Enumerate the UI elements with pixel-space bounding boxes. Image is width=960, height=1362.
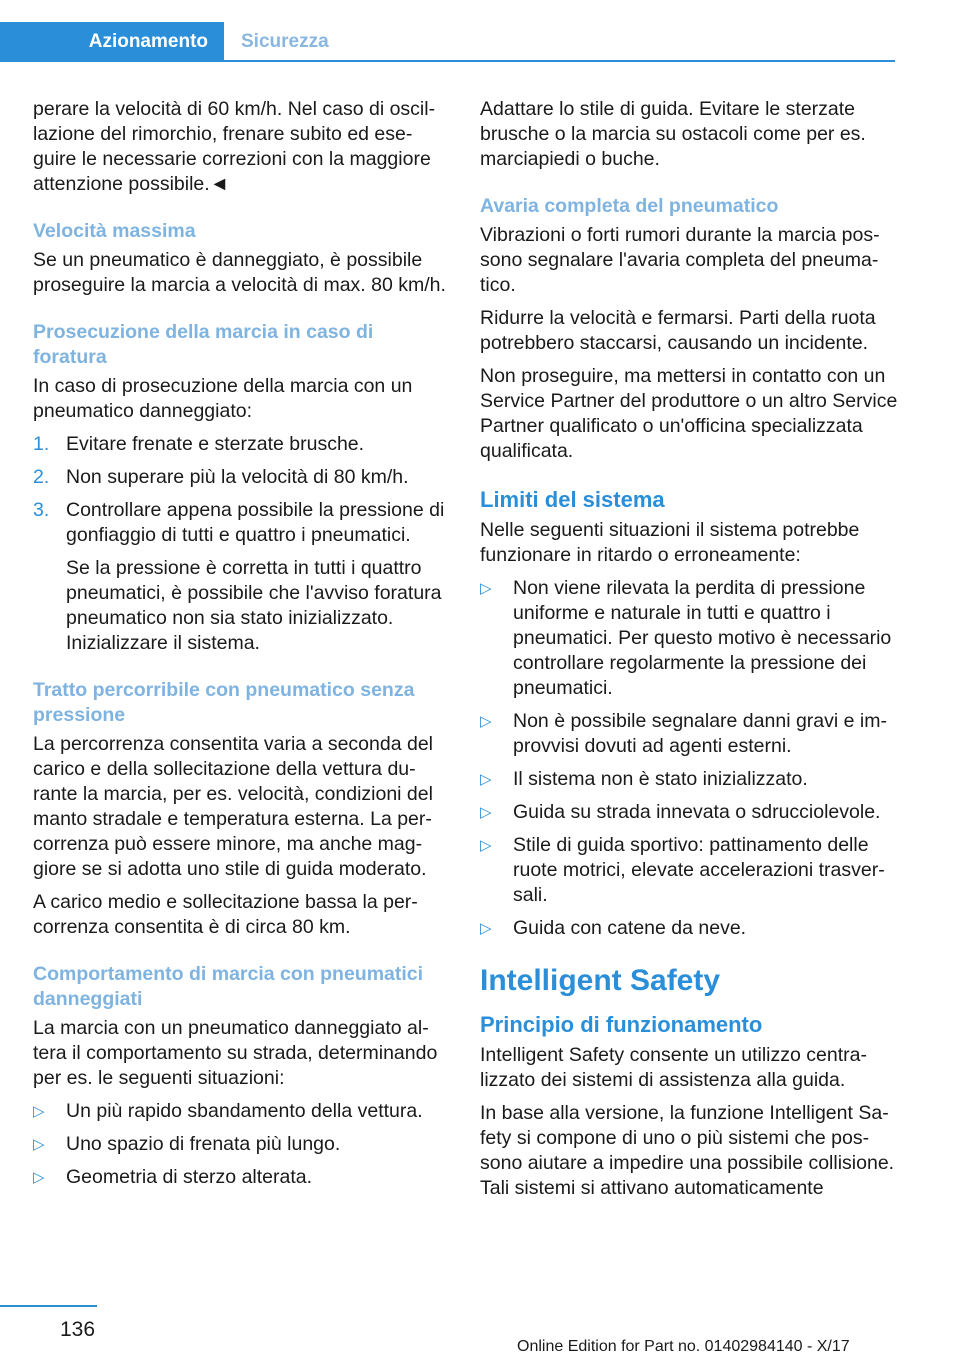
left-column xyxy=(33,97,448,1198)
list-item-text: Non superare più la velocità di 80 km/h. xyxy=(66,466,409,488)
list-item xyxy=(480,767,900,792)
list-item-text: Non è possibile segnalare danni gravi e improvvisi dovuti ad agenti esterni. xyxy=(513,710,887,757)
list-item xyxy=(33,1165,448,1190)
paragraph: In caso di prosecuzione della marcia con un pneumatico danneggiato: xyxy=(33,375,413,422)
bullet-triangle-icon: ▷ xyxy=(480,580,492,597)
heading-principio: Principio di funzionamento xyxy=(480,1012,763,1037)
header-divider xyxy=(224,60,895,62)
heading-velocita-massima: Velocità massima xyxy=(33,220,196,242)
list-item-text: Evitare frenate e sterzate brusche. xyxy=(66,433,365,455)
paragraph: Nelle seguenti situazioni il sistema potrebbe funzionare in ritardo o erroneamente: xyxy=(480,519,860,566)
list-item-text: Stile di guida sportivo: pattinamento delle ruote motrici, elevate accelerazioni trasversali. xyxy=(513,834,885,906)
list-item-text: Guida su strada innevata o sdrucciolevole. xyxy=(513,801,881,823)
bullet-triangle-icon: ▷ xyxy=(33,1136,45,1153)
bullet-triangle-icon: ▷ xyxy=(480,771,492,788)
list-item-note: Se la pressione è corretta in tutti i quattro pneumatici, è possibile che l'avviso foratura pneumatico non sia stato inizializzato. Inizializzare il sistema. xyxy=(66,557,442,654)
bullet-triangle-icon: ▷ xyxy=(480,804,492,821)
paragraph: La percorrenza consentita varia a seconda del carico e della sollecitazione della vettura durante la marcia, per es. velocità, condizioni del manto stradale e temperatura esterna. La percorrenza può essere minore, ma anche maggiore se si adotta uno stile di guida moderato. xyxy=(33,733,433,880)
list-item-text: Il sistema non è stato inizializzato. xyxy=(513,768,808,790)
paragraph: Intelligent Safety consente un utilizzo centralizzato dei sistemi di assistenza alla guida. xyxy=(480,1044,867,1091)
bullet-triangle-icon: ▷ xyxy=(33,1103,45,1120)
list-item xyxy=(33,1132,448,1157)
page-number: 136 xyxy=(60,1318,96,1341)
paragraph: In base alla versione, la funzione Intelligent Safety si compone di uno o più sistemi che possono aiutare a impedire una possibile collisione. Tali sistemi si attivano automaticamente xyxy=(480,1102,895,1199)
list-item-text: Controllare appena possibile la pressione di gonfiaggio di tutti e quattro i pneumatici. xyxy=(66,499,445,546)
list-item xyxy=(33,432,448,457)
numbered-list xyxy=(33,432,448,656)
list-item xyxy=(480,709,900,759)
list-item-text: Geometria di sterzo alterata. xyxy=(66,1166,313,1188)
list-number: 2. xyxy=(33,466,50,488)
list-item xyxy=(33,1099,448,1124)
list-item xyxy=(480,800,900,825)
bullet-triangle-icon: ▷ xyxy=(480,713,492,730)
heading-limiti-sistema: Limiti del sistema xyxy=(480,487,665,512)
tab-sicurezza[interactable]: Sicurezza xyxy=(241,31,329,52)
paragraph: A carico medio e sollecitazione bassa la percorrenza consentita è di circa 80 km. xyxy=(33,891,418,938)
heading-tratto-percorribile: Tratto percorribile con pneumatico senza pressione xyxy=(33,679,415,726)
bullet-list xyxy=(33,1099,448,1190)
paragraph: Se un pneumatico è danneggiato, è possibile proseguire la marcia a velocità di max. 80 km/h. xyxy=(33,249,446,296)
paragraph: Ridurre la velocità e fermarsi. Parti della ruota potrebbero staccarsi, causando un incidente. xyxy=(480,307,876,354)
paragraph: Non proseguire, ma mettersi in contatto con un Service Partner del produttore o un altro Service Partner qualificato o un'officina specializzata qualificata. xyxy=(480,365,898,462)
bullet-triangle-icon: ▷ xyxy=(33,1169,45,1186)
bullet-triangle-icon: ▷ xyxy=(480,837,492,854)
heading-comportamento: Comportamento di marcia con pneumatici danneggiati xyxy=(33,963,424,1010)
heading-prosecuzione: Prosecuzione della marcia in caso di foratura xyxy=(33,321,374,368)
list-number: 1. xyxy=(33,433,50,455)
right-intro: Adattare lo stile di guida. Evitare le sterzate brusche o la marcia su ostacoli come per es. marciapiedi o buche. xyxy=(480,98,866,170)
header-tabbar xyxy=(0,22,895,62)
footer-divider xyxy=(0,1305,97,1307)
chapter-title: Intelligent Safety xyxy=(480,964,721,997)
list-item xyxy=(480,833,900,908)
list-item xyxy=(480,576,900,701)
list-item-text: Guida con catene da neve. xyxy=(513,917,747,939)
list-item-text: Uno spazio di frenata più lungo. xyxy=(66,1133,341,1155)
bullet-triangle-icon: ▷ xyxy=(480,920,492,937)
list-number: 3. xyxy=(33,499,50,521)
paragraph: La marcia con un pneumatico danneggiato altera il comportamento su strada, determinando per es. le seguenti situazioni: xyxy=(33,1017,438,1089)
list-item xyxy=(33,465,448,490)
tab-azionamento[interactable]: Azionamento xyxy=(0,22,224,62)
list-item-text: Non viene rilevata la perdita di pressione uniforme e naturale in tutti e quattro i pneumatici. Per questo motivo è necessario controllare regolarmente la pressione dei pneumatici. xyxy=(513,577,892,699)
bullet-list xyxy=(480,576,900,941)
list-item xyxy=(33,498,448,656)
list-item-text: Un più rapido sbandamento della vettura. xyxy=(66,1100,423,1122)
heading-avaria-completa: Avaria completa del pneumatico xyxy=(480,195,779,217)
footer-edition: Online Edition for Part no. 01402984140 - X/17 xyxy=(517,1338,850,1355)
list-item xyxy=(480,916,900,941)
paragraph: Vibrazioni o forti rumori durante la marcia possono segnalare l'avaria completa del pneumatico. xyxy=(480,224,880,296)
right-column xyxy=(480,97,900,1209)
left-intro: perare la velocità di 60 km/h. Nel caso di oscillazione del rimorchio, frenare subito ed eseguire le necessarie correzioni con la maggiore attenzione possibile.◄ xyxy=(33,98,436,195)
